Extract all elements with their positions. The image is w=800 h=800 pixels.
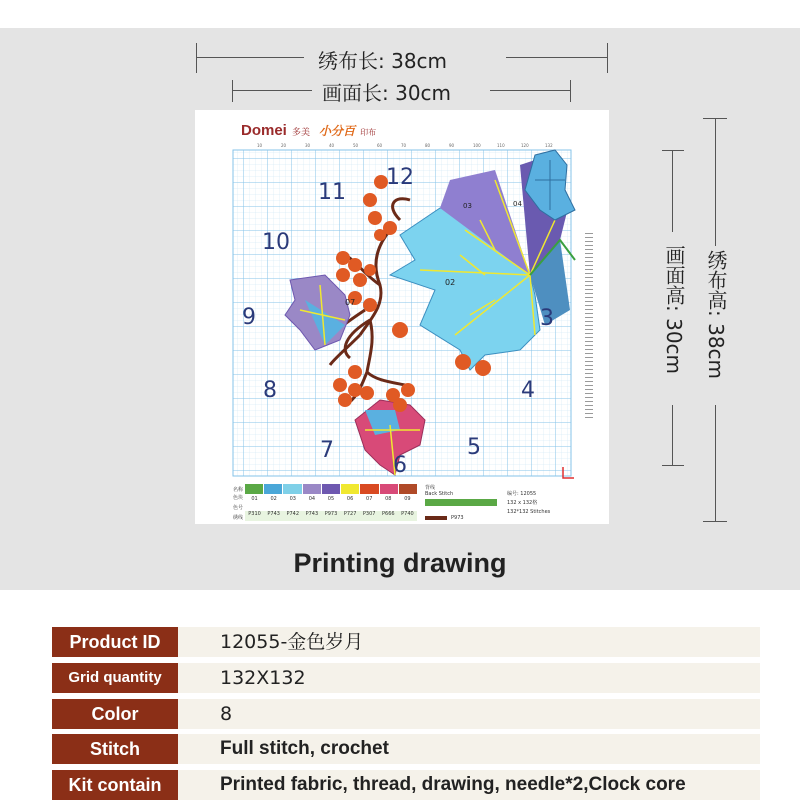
image-height-tick-bottom [662,465,684,466]
printing-drawing-caption: Printing drawing [293,548,507,578]
spec-value: Full stitch, crochet [220,738,389,759]
legend-code: P310 [248,511,261,517]
legend-numbers [245,496,417,506]
image-height-line-bottom [672,405,673,465]
clock-number-12: 12 [386,165,414,190]
back-stitch-swatch [425,516,447,520]
legend-num: 02 [270,496,277,502]
brand-logo [241,120,376,139]
spec-label: Color [52,699,178,729]
legend-swatch [264,484,282,494]
region-label-04: 04 [513,200,522,208]
fabric-height-tick-bottom [703,521,727,522]
image-height-label: 画面高: 30cm [662,245,686,375]
spec-value: 8 [220,703,233,725]
fabric-height-line-bottom [715,405,716,521]
image-width-tick-left [232,80,233,102]
image-height-line-top [672,150,673,232]
fabric-height-label: 绣布高: 38cm [704,250,728,380]
fabric-width-label: 绣布长: 38cm [318,49,448,73]
color-legend [233,484,419,522]
svg-text:10: 10 [257,143,263,148]
legend-swatch [399,484,417,494]
fabric-width-line-right [506,57,608,58]
brand-name-cn: 多美 [291,128,310,138]
legend-num: 05 [327,496,335,502]
legend-code: P727 [343,511,357,517]
image-width-label: 画面长: 30cm [322,81,452,105]
side-text-column [585,230,593,420]
spec-row-grid-quantity [52,663,760,693]
svg-text:100: 100 [473,143,481,148]
back-stitch-title: Back Stitch [425,491,454,497]
start-corner-arrow-icon [561,466,575,480]
legend-code: P743 [267,511,280,517]
back-stitch-cn: 背线 [425,485,436,491]
legend-code: P740 [401,511,414,517]
legend-num: 09 [404,496,411,502]
svg-text:110: 110 [497,143,505,148]
legend-num: 08 [385,496,392,502]
spec-row-product-id [52,627,760,657]
image-width-line-right [490,90,570,91]
legend-num: 06 [346,496,354,502]
legend-swatch [245,484,263,494]
legend-code: P307 [362,511,376,517]
brand-sub-2: 印布 [360,128,377,137]
region-label-07: 07 [345,298,356,307]
spec-row-color [52,699,760,729]
spec-label: Kit contain [52,770,178,800]
brand-name: Domei [241,122,287,139]
legend-swatch [322,484,340,494]
legend-num: 04 [308,496,316,502]
info-line: 编号: 12055 [507,491,537,497]
clock-number-10: 10 [262,230,290,255]
legend-num: 01 [251,496,258,502]
legend-header: 名称 [233,487,244,493]
pattern-sheet [195,110,609,524]
back-stitch-code: P973 [451,515,464,521]
svg-text:40: 40 [329,143,335,148]
back-stitch-bar [425,499,497,506]
spec-value: Printed fabric, thread, drawing, needle*2,Clock core [220,774,686,795]
legend-row-label-3: 绣线 [233,515,244,521]
clock-number-5: 5 [467,435,481,460]
legend-num: 07 [366,496,373,502]
svg-text:132: 132 [545,143,553,148]
legend-code: P742 [286,511,300,517]
svg-text:80: 80 [425,143,431,148]
svg-text:60: 60 [377,143,383,148]
image-width-tick-right [570,80,571,102]
info-line: 132*132 Stitches [507,509,551,515]
image-height-tick-top [662,150,684,151]
svg-text:30: 30 [305,143,311,148]
svg-text:90: 90 [449,143,455,148]
ruler-marks [257,143,553,148]
svg-text:70: 70 [401,143,407,148]
spec-label: Product ID [52,627,178,657]
fabric-width-tick-right [607,43,608,73]
legend-code: P743 [305,511,319,517]
spec-row-kit-contain [52,770,760,800]
fabric-width-tick-left [196,43,197,73]
fabric-height-tick-top [703,118,727,119]
svg-text:20: 20 [281,143,287,148]
legend-row-label-1: 色块 [233,495,244,501]
spec-value: 12055-金色岁月 [220,631,364,653]
svg-text:50: 50 [353,143,359,148]
legend-swatch [341,484,359,494]
back-stitch-line [425,515,497,521]
info-line: 132 x 132格 [507,500,538,506]
legend-swatches [245,484,417,494]
spec-label: Grid quantity [52,663,178,693]
info-block [507,490,577,517]
back-stitch-block [425,484,497,522]
legend-code: P666 [382,511,395,517]
legend-swatch [283,484,301,494]
legend-row-label-2: 色号 [233,505,244,511]
region-label-03: 03 [463,202,472,210]
legend-num: 03 [289,496,296,502]
legend-swatch [360,484,378,494]
legend-code: P973 [324,511,338,517]
fabric-height-line-top [715,118,716,246]
clock-number-9: 9 [242,305,256,330]
image-width-line-left [232,90,312,91]
legend-swatch [380,484,398,494]
fabric-width-line-left [196,57,304,58]
clock-number-3: 3 [540,306,554,331]
brand-sub: 小分百 [319,124,356,138]
legend-codes [245,511,417,521]
clock-number-4: 4 [521,378,535,403]
svg-text:120: 120 [521,143,529,148]
spec-row-stitch [52,734,760,764]
clock-number-8: 8 [263,378,277,403]
legend-swatch [303,484,321,494]
spec-label: Stitch [52,734,178,764]
region-label-02: 02 [445,278,456,287]
spec-value: 132X132 [220,667,306,689]
clock-number-6: 6 [393,453,407,478]
clock-number-7: 7 [320,438,334,463]
clock-number-11: 11 [318,180,346,205]
